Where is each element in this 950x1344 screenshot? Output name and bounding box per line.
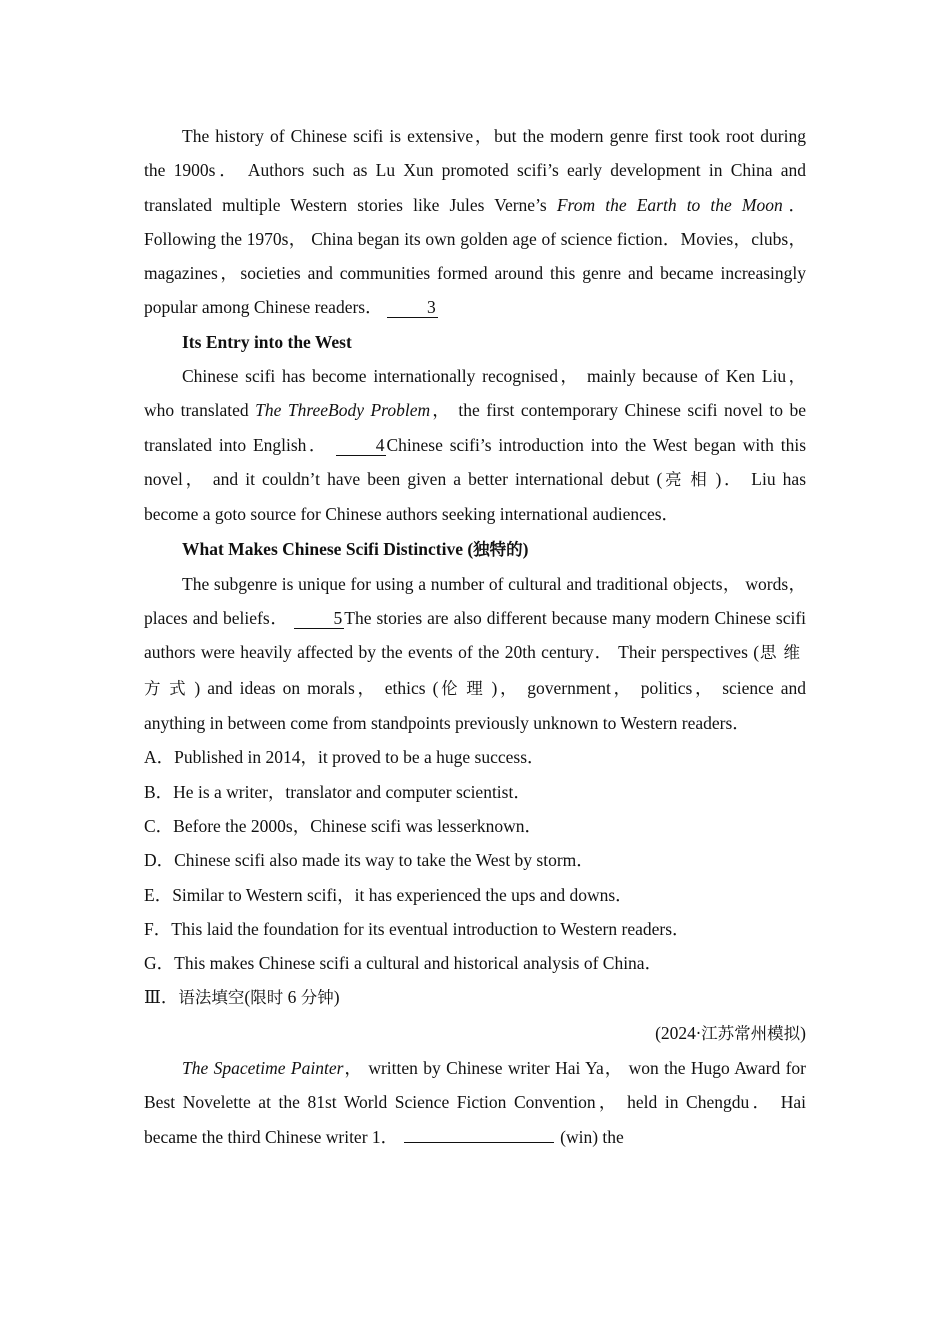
text: Chinese scifi has become internationally recognised， mainly because of Ken Liu， who translated	[144, 366, 806, 421]
time-limit-unit: 分钟	[300, 988, 334, 1008]
document-page	[144, 119, 806, 1154]
book-title: The Spacetime Painter	[182, 1058, 344, 1079]
source-year: (2024	[655, 1022, 696, 1043]
text: ， written by Chinese writer Hai Ya， won the Hugo Award for Best Novelette at the 81st World Science Fiction Convention， held in Chengdu． Hai became the third Chinese writer 1．	[144, 1058, 806, 1147]
paragraph-history	[144, 119, 806, 325]
time-limit-value: 6	[287, 987, 297, 1008]
chinese-gloss: 独特的	[473, 539, 523, 559]
option-f: F．This laid the foundation for its eventual introduction to Western readers．	[144, 918, 690, 939]
paragraph-spacetime-painter	[144, 1051, 806, 1154]
section-title: 语法填空	[178, 988, 245, 1008]
paren: )	[333, 987, 340, 1008]
section-number: Ⅲ．	[144, 987, 179, 1008]
heading-text: What Makes Chinese Scifi Distinctive (	[182, 538, 474, 559]
section-heading-entry: Its Entry into the West	[182, 331, 352, 352]
text: )， government， politics， science and anything in between come from standpoints previously unknown to Western readers．	[144, 677, 807, 734]
text: ) and ideas on morals， ethics (	[194, 677, 439, 698]
text: ． Following the 1970s， China began its own golden age of science fiction．Movies，clubs，magazines，societies and communities formed around this genre and became increasingly popular among Chinese readers．	[144, 194, 806, 318]
source-note	[144, 1016, 806, 1051]
source-location: ·江苏常州模拟	[695, 1023, 801, 1043]
heading-text: )	[522, 538, 529, 559]
chinese-gloss: 伦理	[438, 678, 492, 698]
text: The subgenre is unique for using a number of cultural and traditional objects， words， places and beliefs．	[144, 573, 806, 629]
chinese-gloss: 思维方式	[144, 643, 807, 698]
text: ， the first contemporary Chinese scifi novel to be translated into English．	[144, 400, 806, 455]
option-g: G．This makes Chinese scifi a cultural and historical analysis of China．	[144, 953, 663, 974]
text: The history of Chinese scifi is extensive，but the modern genre first took root during the 1900s． Authors such as Lu Xun promoted scifi’s early development in China and translated multiple Western stories like Jules Verne’s	[144, 126, 806, 215]
blank-1-input[interactable]	[404, 1142, 554, 1143]
section-3-title	[144, 980, 806, 1015]
paragraph-distinctive	[144, 567, 806, 740]
text: The stories are also different because many modern Chinese scifi authors were heavily affected by the events of the 20th century． Their perspectives (	[144, 608, 807, 663]
option-d: D．Chinese scifi also made its way to take the West by storm．	[144, 850, 594, 871]
paragraph-entry	[144, 359, 806, 531]
paren: )	[800, 1022, 806, 1043]
text: )． Liu has become a goto source for Chinese authors seeking international audiences．	[144, 468, 807, 525]
option-c: C．Before the 2000s，Chinese scifi was lesserknown．	[144, 815, 543, 836]
option-e: E．Similar to Western scifi，it has experienced the ups and downs．	[144, 884, 633, 905]
blank-4[interactable]: 4	[336, 436, 387, 456]
blank-5[interactable]: 5	[294, 609, 345, 629]
text: Chinese scifi’s introduction into the West began with this novel， and it couldn’t have been given a better international debut (	[144, 434, 807, 489]
option-a: A．Published in 2014，it proved to be a huge success．	[144, 747, 545, 768]
section-heading-distinctive	[144, 532, 806, 567]
paren: (	[244, 987, 251, 1008]
text: (win) the	[560, 1126, 624, 1147]
book-title: From the Earth to the Moon	[556, 194, 783, 215]
time-limit-label: 限时	[250, 988, 284, 1008]
option-b: B．He is a writer，translator and computer scientist．	[144, 781, 531, 802]
chinese-gloss: 亮相	[662, 469, 716, 489]
blank-3[interactable]: 3	[387, 298, 438, 318]
book-title: The ThreeBody Problem	[255, 400, 431, 421]
